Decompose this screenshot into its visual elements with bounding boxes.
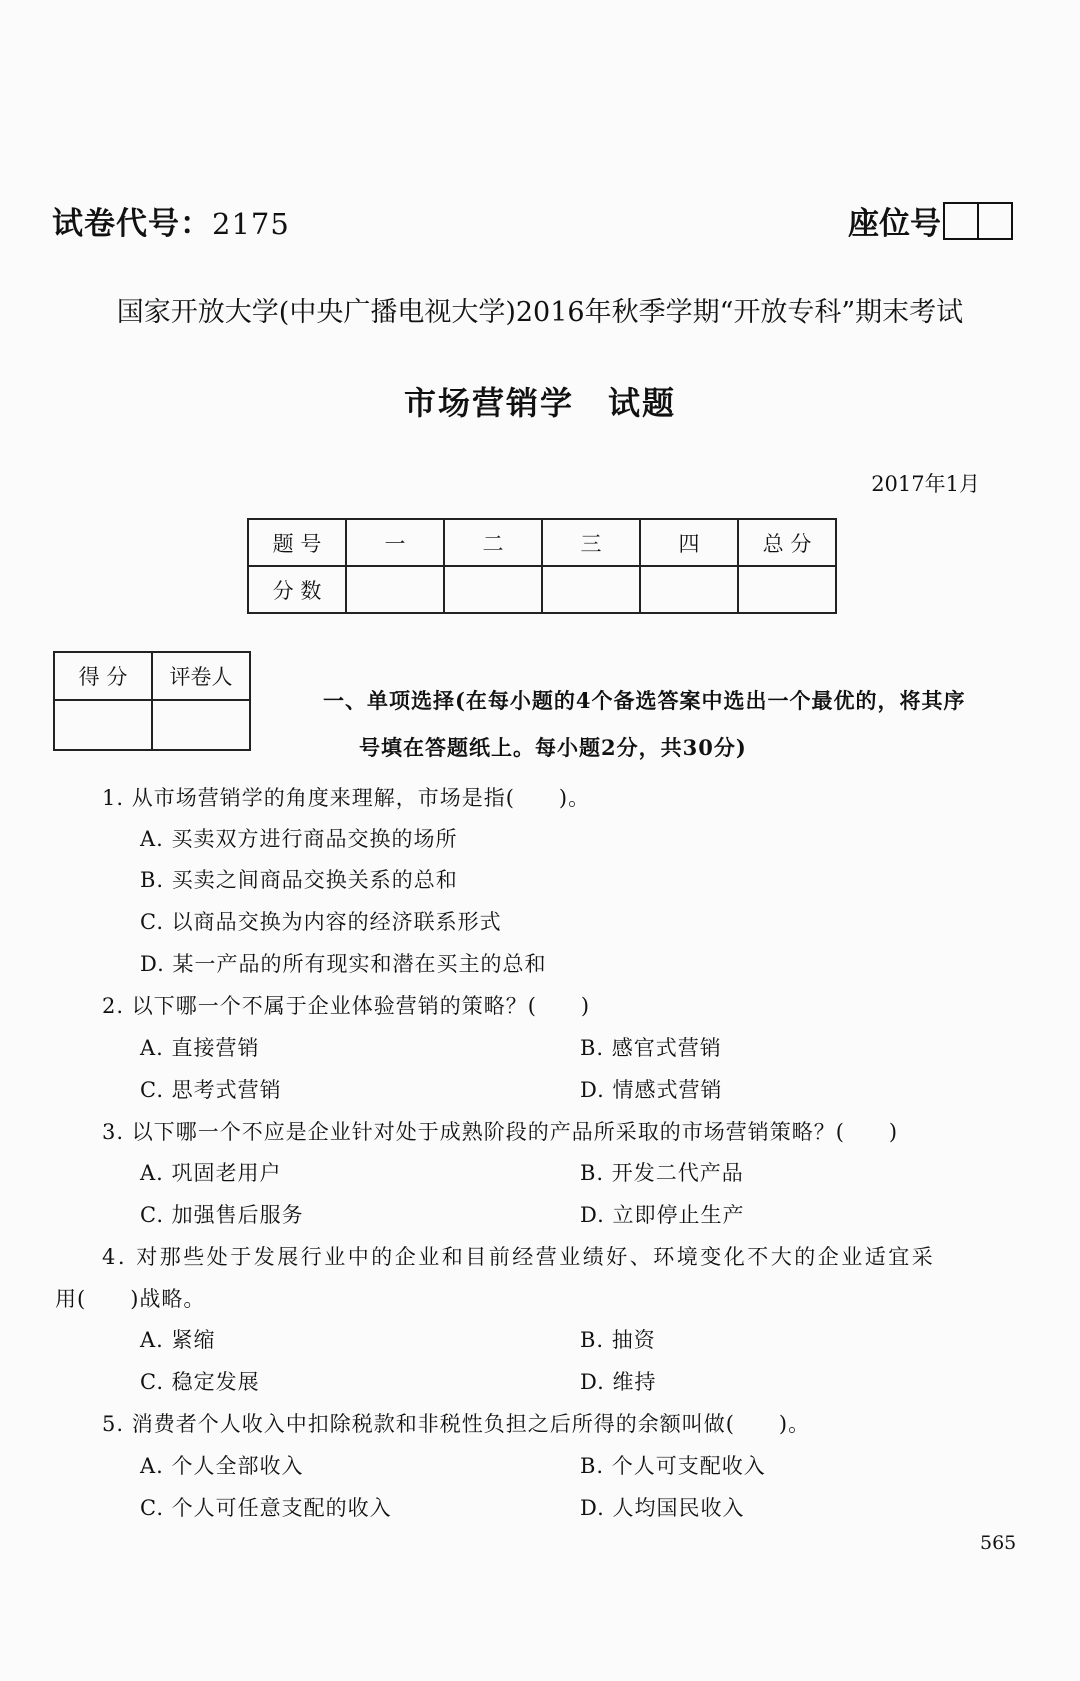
- grader-name-cell: [152, 700, 250, 750]
- question-option: A. 买卖双方进行商品交换的场所: [140, 827, 458, 851]
- question-option: B. 抽资: [580, 1328, 656, 1352]
- exam-date: 2017年1月: [871, 472, 980, 496]
- question-option: B. 开发二代产品: [580, 1161, 744, 1185]
- score-table-header-row: [248, 519, 836, 566]
- question-option: D. 情感式营销: [580, 1078, 723, 1102]
- question-option: A. 紧缩: [140, 1328, 216, 1352]
- seat-number: [848, 198, 1013, 243]
- score-table-cell: 分 数: [248, 566, 346, 613]
- section-instruction-line1: 一、单项选择(在每小题的4个备选答案中选出一个最优的，将其序: [323, 688, 966, 713]
- exam-code-label: 试卷代号：: [52, 206, 212, 242]
- grader-score-label: 得 分: [54, 652, 152, 700]
- question-option: B. 感官式营销: [580, 1036, 722, 1060]
- exam-code-value: 2175: [212, 207, 290, 241]
- question-stem: 5. 消费者个人收入中扣除税款和非税性负担之后所得的余额叫做( )。: [102, 1412, 811, 1436]
- seat-label: 座位号: [848, 206, 941, 242]
- seat-box: [977, 204, 1011, 238]
- page-number: 565: [980, 1532, 1017, 1554]
- exam-heading: 国家开放大学(中央广播电视大学)2016年秋季学期“开放专科”期末考试: [116, 297, 964, 328]
- question-stem: 3. 以下哪一个不应是企业针对处于成熟阶段的产品所采取的市场营销策略？( ): [102, 1120, 899, 1144]
- score-table-score-row: [248, 566, 836, 613]
- question-option: A. 直接营销: [140, 1036, 260, 1060]
- grader-name-label: 评卷人: [152, 652, 250, 700]
- score-table-cell: 一: [346, 519, 444, 566]
- score-table: [247, 518, 837, 614]
- grader-score-cell: [54, 700, 152, 750]
- question-option: C. 稳定发展: [140, 1370, 260, 1394]
- question-stem: 1. 从市场营销学的角度来理解，市场是指( )。: [102, 786, 591, 810]
- exam-code: [52, 198, 290, 243]
- question-option: C. 思考式营销: [140, 1078, 282, 1102]
- grader-table: [53, 651, 251, 751]
- question-option: B. 买卖之间商品交换关系的总和: [140, 868, 458, 892]
- exam-title: 市场营销学 试题: [403, 384, 676, 422]
- question-option: B. 个人可支配收入: [580, 1454, 766, 1478]
- score-table-cell: 题 号: [248, 519, 346, 566]
- score-input-cell: [542, 566, 640, 613]
- score-table-cell: 总 分: [738, 519, 836, 566]
- question-stem: 2. 以下哪一个不属于企业体验营销的策略？( ): [102, 994, 591, 1018]
- score-input-cell: [738, 566, 836, 613]
- question-stem: 4. 对那些处于发展行业中的企业和目前经营业绩好、环境变化不大的企业适宜采: [102, 1245, 936, 1269]
- section-instruction-line2: 号填在答题纸上。每小题2分，共30分): [359, 735, 747, 760]
- question-option: D. 维持: [580, 1370, 657, 1394]
- question-option: D. 某一产品的所有现实和潜在买主的总和: [140, 952, 547, 976]
- score-input-cell: [346, 566, 444, 613]
- question-option: A. 巩固老用户: [140, 1161, 282, 1185]
- question-option: C. 以商品交换为内容的经济联系形式: [140, 910, 502, 934]
- question-option: C. 个人可任意支配的收入: [140, 1496, 392, 1520]
- score-table-cell: 四: [640, 519, 738, 566]
- question-option: A. 个人全部收入: [140, 1454, 304, 1478]
- question-stem-continued: 用( )战略。: [55, 1287, 206, 1311]
- question-option: D. 人均国民收入: [580, 1496, 745, 1520]
- score-input-cell: [444, 566, 542, 613]
- seat-box: [945, 204, 977, 238]
- score-table-cell: 三: [542, 519, 640, 566]
- question-option: D. 立即停止生产: [580, 1203, 745, 1227]
- score-input-cell: [640, 566, 738, 613]
- score-table-cell: 二: [444, 519, 542, 566]
- seat-boxes: [943, 202, 1013, 240]
- question-option: C. 加强售后服务: [140, 1203, 304, 1227]
